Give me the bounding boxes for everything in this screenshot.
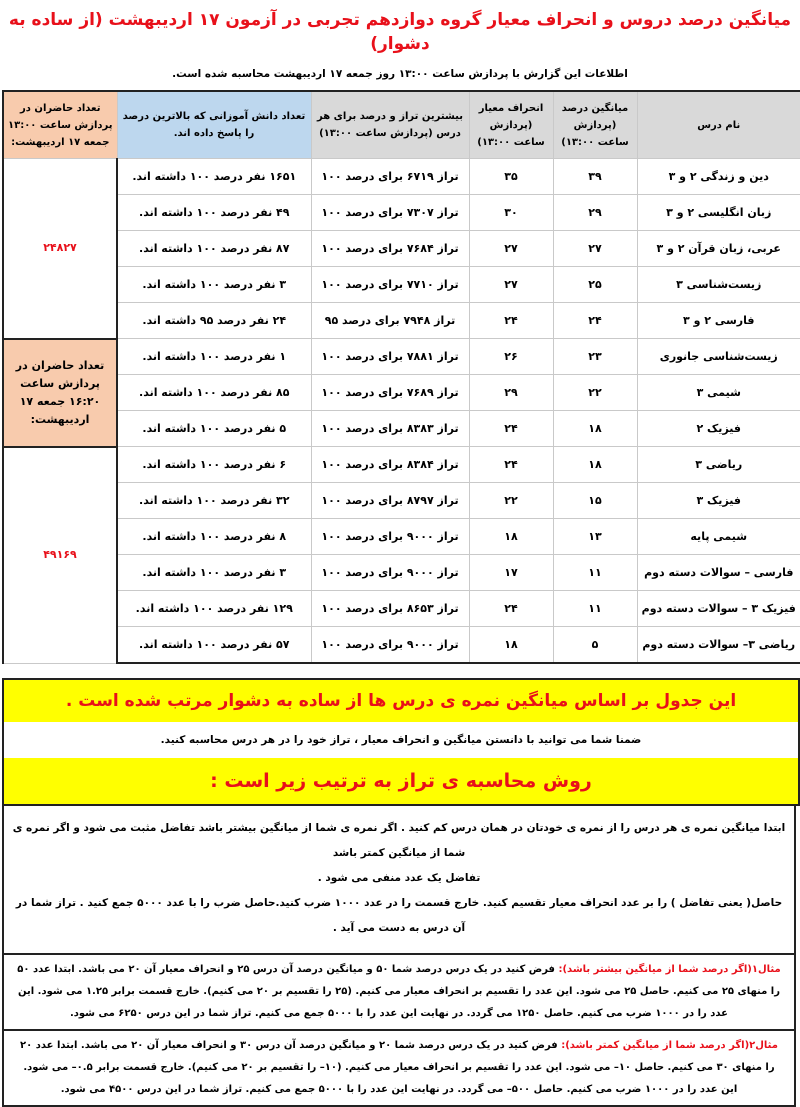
- standard-deviation: ۳۵: [469, 159, 553, 195]
- example-2-text: فرض کنید در یک درس درصد شما ۲۰ و میانگین درصد آن درس ۳۰ و انحراف معیار آن ۲۰ می باشد. ابتدا عدد ۲۰ را منهای ۳۰ می کنیم. حاصل ۱۰– می شود. این عدد را تقسیم بر انحراف معیار می کنیم. (۱۰– را تقسیم بر ۲۰ می کنیم). خارج قسمت برابر ۰.۵– می شود. این عدد را در ۱۰۰۰ ضرب می کنیم. حاصل ۵۰۰– می گردد. در نهایت این عدد را با ۵۰۰۰ جمع می کنیم. تراز شما در این درس ۴۵۰۰ می شود.: [20, 1040, 775, 1095]
- mean-percent: ۱۸: [553, 411, 637, 447]
- example-2-label: مثال۲(اگر درصد شما از میانگین کمتر باشد):: [561, 1040, 778, 1051]
- mean-percent: ۱۵: [553, 483, 637, 519]
- table-row: [3, 411, 800, 447]
- mean-percent: ۵: [553, 627, 637, 664]
- table-row: [3, 375, 800, 411]
- top-students-count: ۵ نفر درصد ۱۰۰ داشته اند.: [117, 411, 311, 447]
- standard-deviation: ۲۷: [469, 267, 553, 303]
- top-taraz: تراز ۷۶۸۹ برای درصد ۱۰۰: [311, 375, 469, 411]
- subject-name: فیزیک ۲: [637, 411, 800, 447]
- col-header-sd: انحراف معیار (پردازش ساعت ۱۳:۰۰): [469, 91, 553, 159]
- standard-deviation: ۲۴: [469, 591, 553, 627]
- method-title: روش محاسبه ی تراز به ترتیب زیر است :: [4, 758, 798, 804]
- standard-deviation: ۱۸: [469, 627, 553, 664]
- subject-name: ریاضی ۳: [637, 447, 800, 483]
- table-row: [3, 267, 800, 303]
- page-title: میانگین درصد دروس و انحراف معیار گروه دوازدهم تجربی در آزمون ۱۷ اردیبهشت (از ساده به دشوار): [8, 10, 792, 54]
- example-2: [2, 1031, 796, 1107]
- table-row: [3, 591, 800, 627]
- table-row: [3, 447, 800, 483]
- standard-deviation: ۱۸: [469, 519, 553, 555]
- subject-name: دین و زندگی ۲ و ۳: [637, 159, 800, 195]
- table-row: [3, 303, 800, 339]
- top-taraz: تراز ۸۳۸۴ برای درصد ۱۰۰: [311, 447, 469, 483]
- table-row: [3, 627, 800, 664]
- col-header-attendance: تعداد حاضران در پردازش ساعت ۱۳:۰۰ جمعه ۱۷ اردیبهشت:: [3, 91, 117, 159]
- subject-name: فارسی ۲ و ۳: [637, 303, 800, 339]
- top-students-count: ۳ نفر درصد ۱۰۰ داشته اند.: [117, 267, 311, 303]
- attendance-count: ۴۹۱۶۹: [3, 447, 117, 664]
- top-taraz: تراز ۹۰۰۰ برای درصد ۱۰۰: [311, 519, 469, 555]
- standard-deviation: ۲۹: [469, 375, 553, 411]
- table-row: [3, 195, 800, 231]
- table-row: [3, 519, 800, 555]
- top-taraz: تراز ۹۰۰۰ برای درصد ۱۰۰: [311, 627, 469, 664]
- report-subtitle: اطلاعات این گزارش با پردازش ساعت ۱۳:۰۰ روز جمعه ۱۷ اردیبهشت محاسبه شده است.: [172, 68, 628, 80]
- top-taraz: تراز ۹۰۰۰ برای درصد ۱۰۰: [311, 555, 469, 591]
- mean-percent: ۲۹: [553, 195, 637, 231]
- top-students-count: ۱۲۹ نفر درصد ۱۰۰ داشته اند.: [117, 591, 311, 627]
- standard-deviation: ۲۴: [469, 447, 553, 483]
- top-students-count: ۲۴ نفر درصد ۹۵ داشته اند.: [117, 303, 311, 339]
- standard-deviation: ۱۷: [469, 555, 553, 591]
- method-paragraph-2: تفاضل یک عدد منفی می شود .: [317, 872, 481, 884]
- standard-deviation: ۲۴: [469, 411, 553, 447]
- top-taraz: تراز ۸۶۵۳ برای درصد ۱۰۰: [311, 591, 469, 627]
- top-students-count: ۴۹ نفر درصد ۱۰۰ داشته اند.: [117, 195, 311, 231]
- standard-deviation: ۲۷: [469, 231, 553, 267]
- top-students-count: ۶ نفر درصد ۱۰۰ داشته اند.: [117, 447, 311, 483]
- sorted-note: این جدول بر اساس میانگین نمره ی درس ها از ساده به دشوار مرتب شده است .: [4, 680, 798, 722]
- top-students-count: ۵۷ نفر درصد ۱۰۰ داشته اند.: [117, 627, 311, 664]
- mean-percent: ۲۳: [553, 339, 637, 375]
- mean-percent: ۲۲: [553, 375, 637, 411]
- subject-name: شیمی پایه: [637, 519, 800, 555]
- col-header-mean: میانگین درصد (پردازش ساعت ۱۳:۰۰): [553, 91, 637, 159]
- subject-name: فیزیک ۳ – سوالات دسته دوم: [637, 591, 800, 627]
- mean-percent: ۱۳: [553, 519, 637, 555]
- top-taraz: تراز ۷۸۸۱ برای درصد ۱۰۰: [311, 339, 469, 375]
- example-1-label: مثال۱(اگر درصد شما از میانگین بیشتر باشد):: [558, 964, 781, 975]
- top-taraz: تراز ۷۳۰۷ برای درصد ۱۰۰: [311, 195, 469, 231]
- table-row: [3, 483, 800, 519]
- attendance-count: ۲۴۸۲۷: [3, 159, 117, 339]
- top-taraz: تراز ۸۷۹۷ برای درصد ۱۰۰: [311, 483, 469, 519]
- table-header-row: [3, 91, 800, 159]
- method-paragraph-3: حاصل( یعنی تفاضل ) را بر عدد انحراف معیار تقسیم کنید. خارج قسمت را در عدد ۱۰۰۰ ضرب کنید.حاصل ضرب را با عدد ۵۰۰۰ جمع کنید . تراز شما در آن درس به دست می آید .: [15, 897, 783, 934]
- mean-percent: ۱۱: [553, 591, 637, 627]
- col-header-top-students: تعداد دانش آموزانی که بالاترین درصد را پاسخ داده اند.: [117, 91, 311, 159]
- mean-percent: ۱۱: [553, 555, 637, 591]
- standard-deviation: ۲۶: [469, 339, 553, 375]
- mean-percent: ۱۸: [553, 447, 637, 483]
- col-header-name: نام درس: [637, 91, 800, 159]
- table-row: [3, 159, 800, 195]
- top-students-count: ۳ نفر درصد ۱۰۰ داشته اند.: [117, 555, 311, 591]
- mean-percent: ۳۹: [553, 159, 637, 195]
- example-1: [2, 953, 796, 1031]
- top-students-count: ۱۶۵۱ نفر درصد ۱۰۰ داشته اند.: [117, 159, 311, 195]
- subject-name: زبان انگلیسی ۲ و ۳: [637, 195, 800, 231]
- top-taraz: تراز ۷۶۸۴ برای درصد ۱۰۰: [311, 231, 469, 267]
- top-taraz: تراز ۷۷۱۰ برای درصد ۱۰۰: [311, 267, 469, 303]
- subject-name: زیست‌شناسی جانوری: [637, 339, 800, 375]
- col-header-top-taraz: بیشترین تراز و درصد برای هر درس (پردازش ساعت ۱۳:۰۰): [311, 91, 469, 159]
- subject-name: فیزیک ۳: [637, 483, 800, 519]
- subject-name: ریاضی ۳– سوالات دسته دوم: [637, 627, 800, 664]
- top-taraz: تراز ۷۹۴۸ برای درصد ۹۵: [311, 303, 469, 339]
- table-row: [3, 555, 800, 591]
- table-row: [3, 231, 800, 267]
- method-description: [2, 806, 796, 953]
- top-students-count: ۳۲ نفر درصد ۱۰۰ داشته اند.: [117, 483, 311, 519]
- top-students-count: ۸۷ نفر درصد ۱۰۰ داشته اند.: [117, 231, 311, 267]
- subject-name: عربی، زبان قرآن ۲ و ۳: [637, 231, 800, 267]
- mean-percent: ۲۴: [553, 303, 637, 339]
- notes-box: [2, 678, 800, 806]
- results-table-body: [3, 159, 800, 664]
- subject-name: شیمی ۳: [637, 375, 800, 411]
- standard-deviation: ۲۲: [469, 483, 553, 519]
- top-students-count: ۸ نفر درصد ۱۰۰ داشته اند.: [117, 519, 311, 555]
- calc-note: ضمنا شما می توانید با دانستن میانگین و انحراف معیار ، تراز خود را در هر درس محاسبه کنید.: [4, 722, 798, 758]
- standard-deviation: ۳۰: [469, 195, 553, 231]
- subject-name: زیست‌شناسی ۳: [637, 267, 800, 303]
- mean-percent: ۲۵: [553, 267, 637, 303]
- results-table: [2, 90, 800, 664]
- top-students-count: ۱ نفر درصد ۱۰۰ داشته اند.: [117, 339, 311, 375]
- method-paragraph-1: ابتدا میانگین نمره ی هر درس را از نمره ی خودتان در همان درس کم کنید . اگر نمره ی شما از میانگین بیشتر باشد تفاضل مثبت می شود و اگر نمره ی شما از میانگین کمتر باشد: [12, 822, 786, 859]
- example-1-text: فرض کنید در یک درس درصد شما ۵۰ و میانگین درصد آن درس ۲۵ و انحراف معیار آن ۲۰ می باشد. ابتدا عدد ۵۰ را منهای ۲۵ می کنیم. حاصل ۲۵ می شود. این عدد را تقسیم بر انحراف معیار می کنیم. (۲۵ را تقسیم بر ۲۰ می کنیم). خارج قسمت برابر ۱.۲۵ می شود. این عدد را در ۱۰۰۰ ضرب می کنیم. حاصل ۱۲۵۰ می گردد. در نهایت این عدد را با ۵۰۰۰ جمع می کنیم. تراز شما در این درس ۶۲۵۰ می شود.: [17, 964, 780, 1019]
- mean-percent: ۲۷: [553, 231, 637, 267]
- table-row: [3, 339, 800, 375]
- top-taraz: تراز ۶۷۱۹ برای درصد ۱۰۰: [311, 159, 469, 195]
- standard-deviation: ۲۴: [469, 303, 553, 339]
- top-taraz: تراز ۸۳۸۳ برای درصد ۱۰۰: [311, 411, 469, 447]
- top-students-count: ۸۵ نفر درصد ۱۰۰ داشته اند.: [117, 375, 311, 411]
- subject-name: فارسی – سوالات دسته دوم: [637, 555, 800, 591]
- attendance-label: تعداد حاضران در پردازش ساعت ۱۶:۲۰ جمعه ۱۷ اردیبهشت:: [3, 339, 117, 447]
